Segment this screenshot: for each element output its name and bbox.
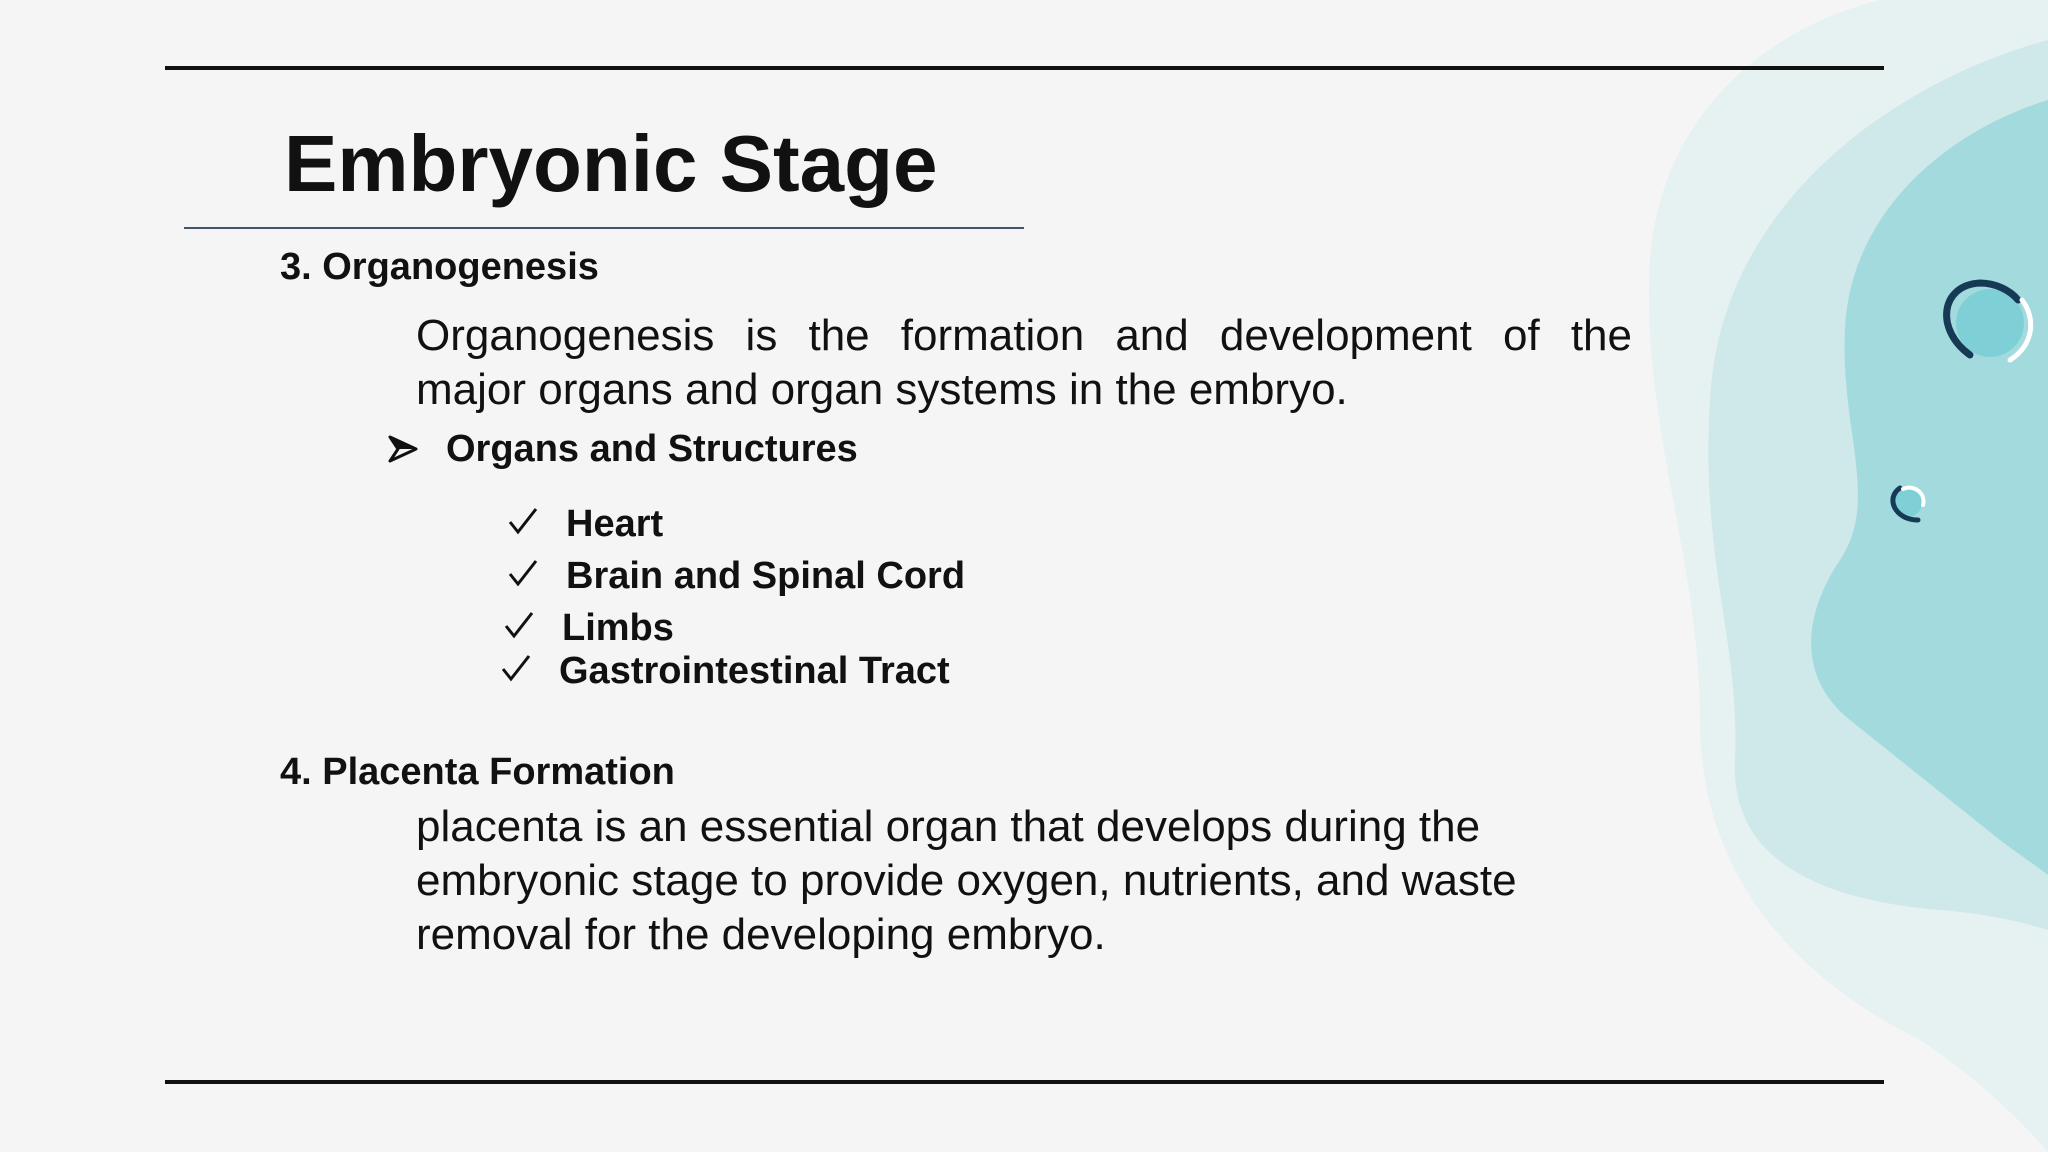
slide-title: Embryonic Stage — [284, 119, 938, 208]
sub-bullet-organs-and-structures — [388, 430, 858, 468]
section-heading-organogenesis: 3. Organogenesis — [280, 246, 599, 288]
sub-bullet-label: Organs and Structures — [446, 428, 858, 470]
placenta-description-line-1: placenta is an essential organ that develops during the — [416, 802, 1481, 851]
checkmark-icon — [508, 558, 538, 588]
title-underline — [184, 227, 1024, 229]
list-item-heart — [508, 505, 663, 543]
organogenesis-description-line-1: Organogenesis is the formation and development of the — [416, 311, 1632, 360]
list-item-label: Heart — [566, 503, 664, 545]
list-item-label: Brain and Spinal Cord — [566, 555, 966, 597]
list-item-limbs — [504, 609, 674, 647]
placenta-description-line-2: embryonic stage to provide oxygen, nutrients, and waste — [416, 856, 1517, 905]
list-item-label: Limbs — [562, 607, 674, 649]
list-item-gastrointestinal-tract — [501, 652, 950, 690]
organogenesis-description-line-2: major organs and organ systems in the embryo. — [416, 365, 1348, 414]
top-divider — [165, 66, 1884, 70]
checkmark-icon — [508, 506, 538, 536]
arrowhead-bullet-icon — [388, 434, 418, 464]
list-item-label: Gastrointestinal Tract — [559, 650, 950, 692]
list-item-brain-and-spinal-cord — [508, 557, 965, 595]
section-heading-placenta-formation: 4. Placenta Formation — [280, 751, 675, 793]
checkmark-icon — [504, 610, 534, 640]
placenta-description-line-3: removal for the developing embryo. — [416, 910, 1106, 959]
bottom-divider — [165, 1080, 1884, 1084]
checkmark-icon — [501, 653, 531, 683]
